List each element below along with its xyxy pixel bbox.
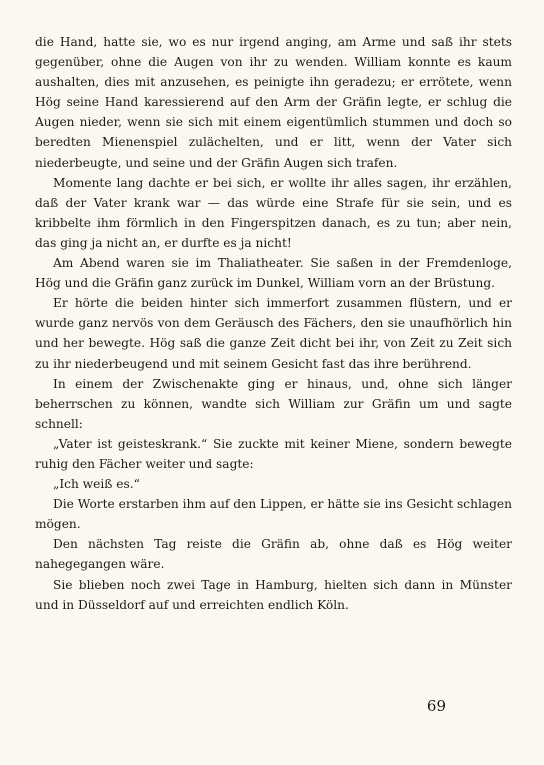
paragraph: Er hörte die beiden hinter sich immerfort zusammen flüstern, und er wurde ganz nervös von dem Geräusch des Fächers, den sie unaufhörlich hin und her bewegte. Hög saß die ganze Zeit dicht bei ihr, von Zeit zu Zeit sich zu ihr niederbeugend und mit seinem Gesicht fast das ihre berührend. (35, 296, 512, 371)
paragraph: „Vater ist geisteskrank.“ Sie zuckte mit keiner Miene, sondern bewegte ruhig den Fächer weiter und sagte: (35, 436, 512, 471)
paragraph: Die Worte erstarben ihm auf den Lippen, er hätte sie ins Gesicht schlagen mögen. (35, 497, 512, 532)
paragraph: „Ich weiß es.“ (53, 477, 140, 492)
paragraph: Sie blieben noch zwei Tage in Hamburg, hielten sich dann in Münster und in Düsseldorf auf und erreichten endlich Köln. (35, 577, 512, 612)
paragraph: In einem der Zwischenakte ging er hinaus, und, ohne sich länger beherrschen zu können, wandte sich William zur Gräfin um und sagte schnell: (35, 376, 512, 431)
paragraph: die Hand, hatte sie, wo es nur irgend anging, am Arme und saß ihr stets gegenüber, ohne die Augen von ihr zu wenden. William konnte es kaum aushalten, dies mit anzusehen, es peinigte ihn geradezu; er errötete, wenn Hög seine Hand karessierend auf den Arm der Gräfin legte, er schlug die Augen nieder, wenn sie sich mit einem eigentümlich stummen und doch so beredten Mienenspiel zulächelten, und er litt, wenn der Vater sich niederbeugte, und seine und der Gräfin Augen sich trafen. (35, 35, 512, 170)
paragraph: Am Abend waren sie im Thaliatheater. Sie saßen in der Fremdenloge, Hög und die Gräfin ganz zurück im Dunkel, William vorn an der Brüstung. (35, 256, 512, 291)
paragraph: Den nächsten Tag reiste die Gräfin ab, ohne daß es Hög weiter nahegegangen wäre. (35, 537, 512, 572)
paragraph: Momente lang dachte er bei sich, er wollte ihr alles sagen, ihr erzählen, daß der Vater krank war — das würde eine Strafe für sie sein, und es kribbelte ihm förmlich in den Fingerspitzen danach, es zu tun; aber nein, das ging ja nicht an, er durfte es ja nicht! (35, 175, 512, 250)
page-number: 69 (426, 697, 446, 715)
body-text (35, 32, 512, 615)
